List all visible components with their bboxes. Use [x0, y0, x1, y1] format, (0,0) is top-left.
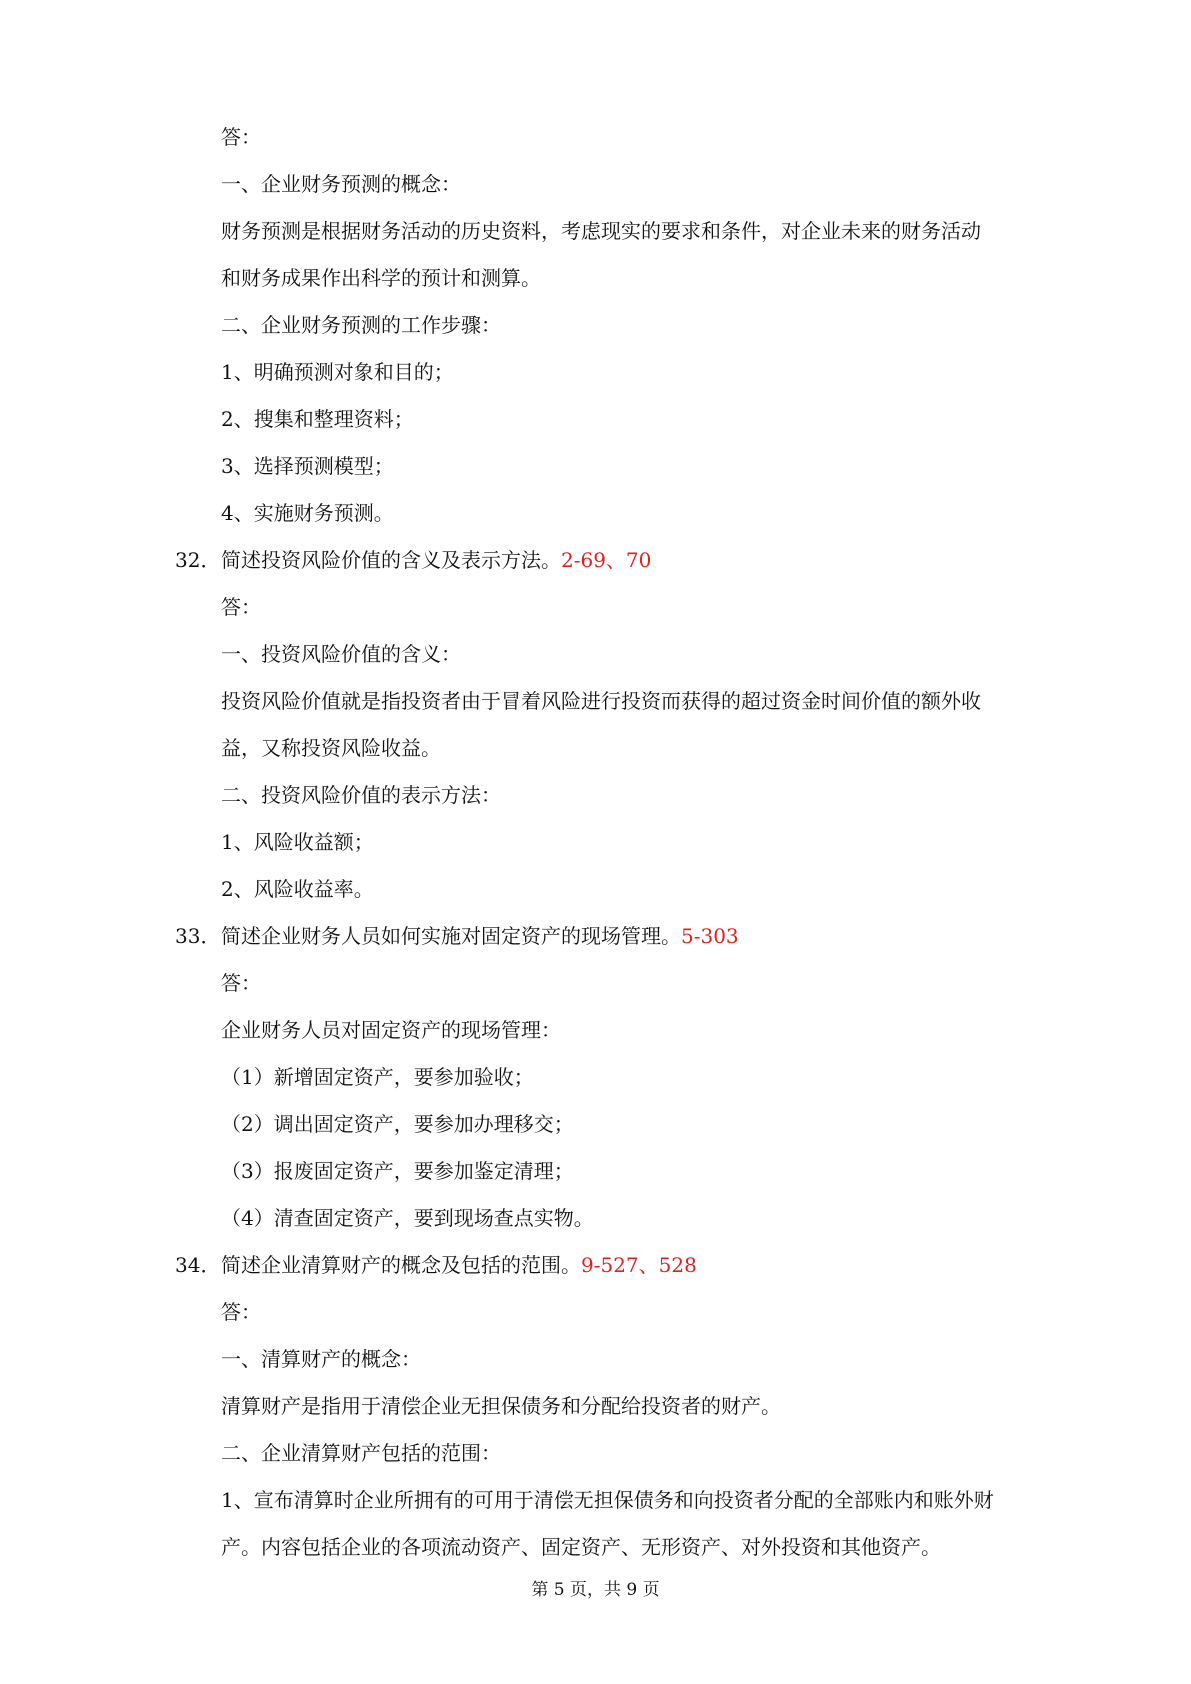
answer-line: 2、风险收益率。	[221, 877, 374, 901]
answer-line: 投资风险价值就是指投资者由于冒着风险进行投资而获得的超过资金时间价值的额外收	[221, 689, 981, 713]
answer-line: 一、企业财务预测的概念：	[221, 172, 461, 196]
answer-line: （1）新增固定资产，要参加验收；	[221, 1065, 534, 1089]
page-reference: 9-527、528	[581, 1253, 697, 1277]
answer-line: 2、搜集和整理资料；	[221, 407, 414, 431]
answer-line: 二、企业清算财产包括的范围：	[221, 1441, 501, 1465]
answer-line: 清算财产是指用于清偿企业无担保债务和分配给投资者的财产。	[221, 1394, 781, 1418]
answer-line: 答：	[221, 971, 261, 995]
question-line	[175, 913, 1075, 960]
answer-line: （4）清查固定资产，要到现场查点实物。	[221, 1206, 594, 1230]
answer-line: 益，又称投资风险收益。	[221, 736, 441, 760]
answer-line: 4、实施财务预测。	[221, 501, 394, 525]
question-number: 32．	[175, 548, 221, 572]
page-reference: 2-69、70	[561, 548, 652, 572]
question-number: 34．	[175, 1253, 221, 1277]
question-line	[175, 537, 1075, 584]
page-reference: 5-303	[681, 924, 739, 948]
answer-line: 企业财务人员对固定资产的现场管理：	[221, 1018, 561, 1042]
answer-line: （2）调出固定资产，要参加办理移交；	[221, 1112, 574, 1136]
answer-line: 答：	[221, 125, 261, 149]
answer-line: 1、风险收益额；	[221, 830, 374, 854]
question-text: 简述投资风险价值的含义及表示方法。	[221, 548, 561, 572]
answer-line: 1、明确预测对象和目的；	[221, 360, 454, 384]
question-number: 33．	[175, 924, 221, 948]
answer-line: 二、企业财务预测的工作步骤：	[221, 313, 501, 337]
answer-line: 一、投资风险价值的含义：	[221, 642, 461, 666]
answer-line: （3）报废固定资产，要参加鉴定清理；	[221, 1159, 574, 1183]
answer-line: 1、宣布清算时企业所拥有的可用于清偿无担保债务和向投资者分配的全部账内和账外财	[221, 1488, 994, 1512]
answer-line: 和财务成果作出科学的预计和测算。	[221, 266, 541, 290]
question-text: 简述企业清算财产的概念及包括的范围。	[221, 1253, 581, 1277]
answer-line: 二、投资风险价值的表示方法：	[221, 783, 501, 807]
question-line	[175, 1242, 1075, 1289]
answer-line: 财务预测是根据财务活动的历史资料，考虑现实的要求和条件，对企业未来的财务活动	[221, 219, 981, 243]
question-text: 简述企业财务人员如何实施对固定资产的现场管理。	[221, 924, 681, 948]
answer-line: 答：	[221, 595, 261, 619]
page-content	[175, 114, 1075, 1571]
answer-line: 答：	[221, 1300, 261, 1324]
page-footer: 第 5 页，共 9 页	[531, 1580, 660, 1600]
answer-line: 3、选择预测模型；	[221, 454, 394, 478]
answer-line: 一、清算财产的概念：	[221, 1347, 421, 1371]
answer-line: 产。内容包括企业的各项流动资产、固定资产、无形资产、对外投资和其他资产。	[221, 1535, 941, 1559]
